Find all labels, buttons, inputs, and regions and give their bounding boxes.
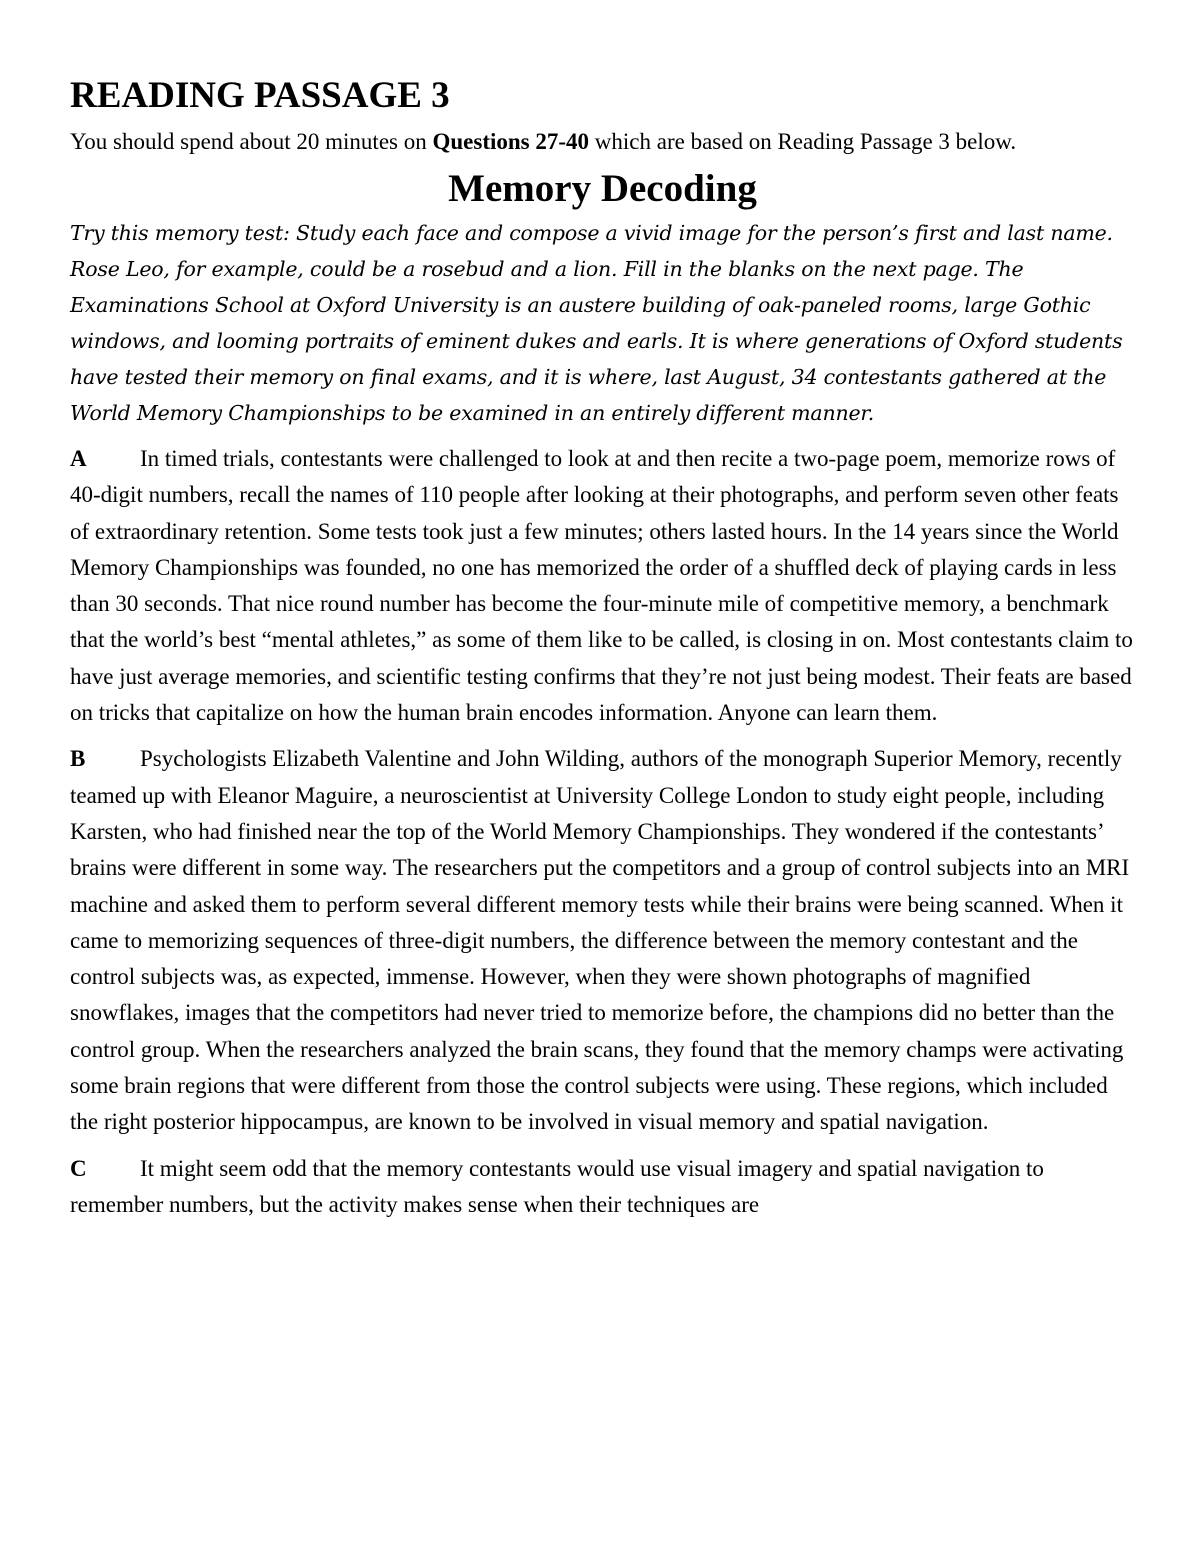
paragraph-letter: C [70, 1155, 87, 1181]
paragraph-text: It might seem odd that the memory contestants would use visual imagery and spatial navigation to remember numbers, but the activity makes sense when their techniques are [70, 1155, 1044, 1217]
instruction-after: which are based on Reading Passage 3 below. [589, 129, 1017, 154]
paragraph-c [70, 1151, 1135, 1224]
paragraph-text: In timed trials, contestants were challenged to look at and then recite a two-page poem, memorize rows of 40-digit numbers, recall the names of 110 people after looking at their photographs, and perform seven other feats of extraordinary retention. Some tests took just a few minutes; others lasted hours. In the 14 years since the World Memory Championships was founded, no one has memorized the order of a shuffled deck of playing cards in less than 30 seconds. That nice round number has become the four-minute mile of competitive memory, a benchmark that the world’s best “mental athletes,” as some of them like to be called, is closing in on. Most contestants claim to have just average memories, and scientific testing confirms that they’re not just being modest. Their feats are based on tricks that capitalize on how the human brain encodes information. Anyone can learn them. [70, 446, 1133, 726]
paragraph-a [70, 441, 1135, 731]
article-title: Memory Decoding [448, 167, 757, 210]
paragraph-text: Psychologists Elizabeth Valentine and John Wilding, authors of the monograph Superior Memory, recently teamed up with Eleanor Maguire, a neuroscientist at University College London to study eight people, including Karsten, who had finished near the top of the World Memory Championships. They wondered if the contestants’ brains were different in some way. The researchers put the competitors and a group of control subjects into an MRI machine and asked them to perform several different memory tests while their brains were being scanned. When it came to memorizing sequences of three-digit numbers, the difference between the memory contestant and the control subjects was, as expected, immense. However, when they were shown photographs of magnified snowflakes, images that the competitors had never tried to memorize before, the champions did no better than the control group. When the researchers analyzed the brain scans, they found that the memory champs were activating some brain regions that were different from those the control subjects were using. These regions, which included the right posterior hippocampus, are known to be involved in visual memory and spatial navigation. [70, 746, 1130, 1135]
paragraph-letter: B [70, 746, 86, 772]
paragraph-letter: A [70, 446, 87, 471]
intro-paragraph: Try this memory test: Study each face and compose a vivid image for the person’s first and last name. Rose Leo, for example, could be a rosebud and a lion. Fill in the blanks on the next page. The Examinations School at Oxford University is an austere building of oak-paneled rooms, large Gothic windows, and looming portraits of eminent dukes and earls. It is where generations of Oxford students have tested their memory on final exams, and it is where, last August, 34 contestants gathered at the World Memory Championships to be examined in an entirely different manner. [70, 221, 1123, 425]
document-page [70, 72, 1135, 1233]
instruction-before: You should spend about 20 minutes on [70, 129, 433, 154]
questions-range: Questions 27-40 [432, 129, 590, 154]
passage-heading: READING PASSAGE 3 [70, 75, 450, 116]
paragraph-b [70, 741, 1135, 1140]
instruction-text [70, 124, 1135, 159]
